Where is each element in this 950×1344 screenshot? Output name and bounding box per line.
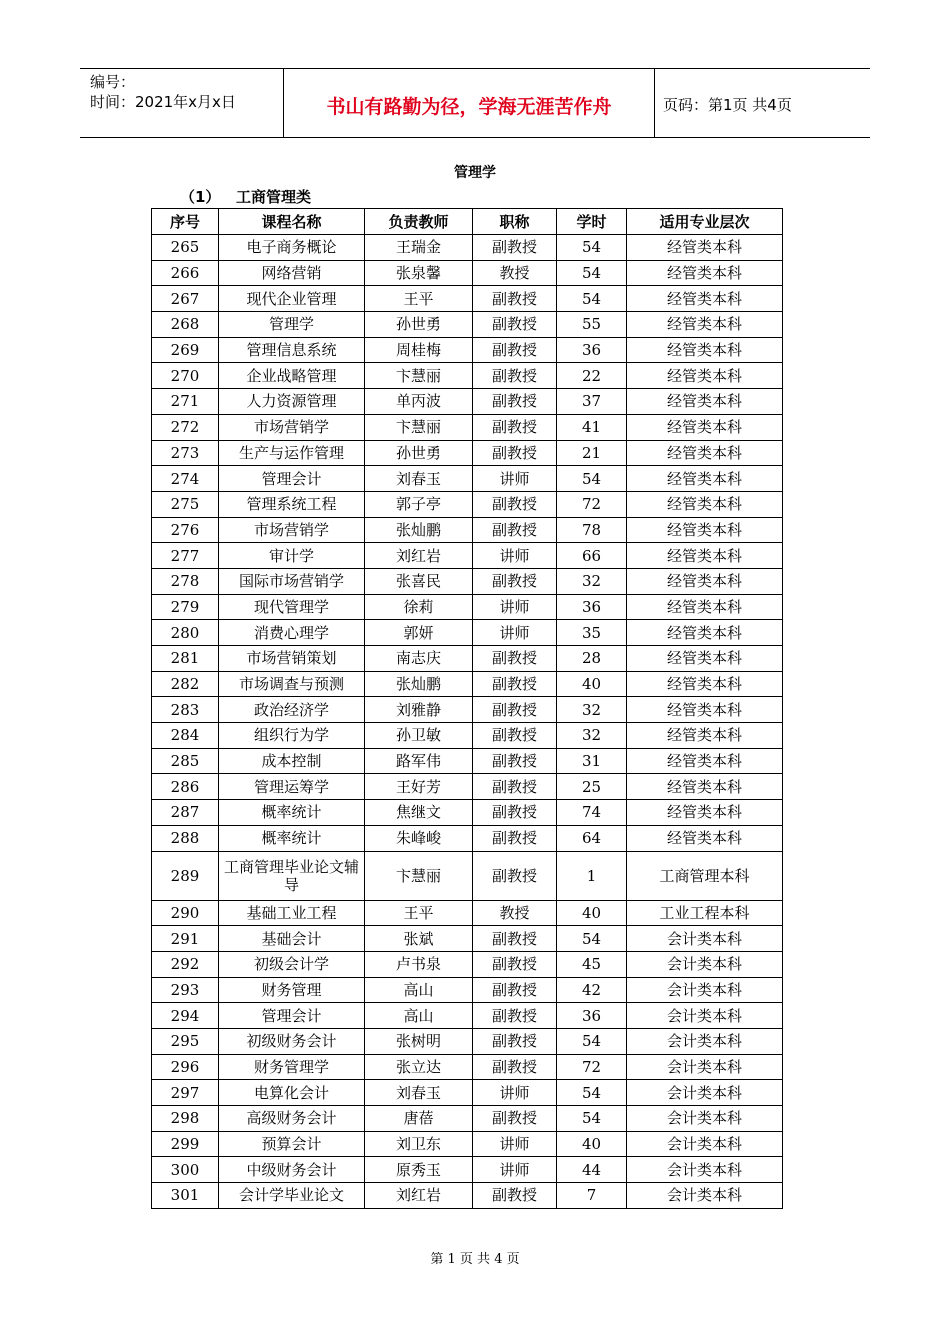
table-row <box>152 312 783 338</box>
cell-serial: 294 <box>152 1003 219 1029</box>
cell-serial: 266 <box>152 260 219 286</box>
cell-teacher: 卢书泉 <box>365 951 473 977</box>
cell-serial: 288 <box>152 825 219 851</box>
cell-serial: 277 <box>152 543 219 569</box>
table-row <box>152 851 783 900</box>
cell-title: 讲师 <box>473 1080 557 1106</box>
cell-title: 副教授 <box>473 517 557 543</box>
cell-title: 副教授 <box>473 312 557 338</box>
cell-course-name: 初级会计学 <box>219 951 365 977</box>
cell-title: 教授 <box>473 900 557 926</box>
table-row <box>152 774 783 800</box>
cell-hours: 36 <box>557 337 627 363</box>
cell-course-name: 管理学 <box>219 312 365 338</box>
header-major-level: 适用专业层次 <box>627 209 783 235</box>
cell-title: 副教授 <box>473 723 557 749</box>
cell-major-level: 经管类本科 <box>627 825 783 851</box>
cell-hours: 21 <box>557 440 627 466</box>
table-row <box>152 1183 783 1209</box>
cell-hours: 36 <box>557 594 627 620</box>
section-number: （1） <box>180 188 221 206</box>
cell-hours: 54 <box>557 1028 627 1054</box>
cell-teacher: 南志庆 <box>365 646 473 672</box>
cell-major-level: 经管类本科 <box>627 440 783 466</box>
cell-teacher: 单丙波 <box>365 389 473 415</box>
cell-title: 讲师 <box>473 466 557 492</box>
cell-teacher: 原秀玉 <box>365 1157 473 1183</box>
cell-serial: 292 <box>152 951 219 977</box>
cell-hours: 54 <box>557 286 627 312</box>
cell-major-level: 经管类本科 <box>627 748 783 774</box>
section-heading <box>180 186 311 207</box>
cell-hours: 28 <box>557 646 627 672</box>
motto-text: 书山有路勤为径，学海无涯苦作舟 <box>326 96 612 118</box>
cell-major-level: 经管类本科 <box>627 723 783 749</box>
cell-hours: 1 <box>557 851 627 900</box>
cell-title: 副教授 <box>473 825 557 851</box>
cell-major-level: 经管类本科 <box>627 260 783 286</box>
cell-title: 副教授 <box>473 671 557 697</box>
cell-title: 副教授 <box>473 1054 557 1080</box>
cell-hours: 66 <box>557 543 627 569</box>
cell-serial: 284 <box>152 723 219 749</box>
cell-teacher: 徐莉 <box>365 594 473 620</box>
cell-teacher: 路军伟 <box>365 748 473 774</box>
cell-major-level: 工商管理本科 <box>627 851 783 900</box>
cell-title: 副教授 <box>473 646 557 672</box>
cell-serial: 293 <box>152 977 219 1003</box>
cell-teacher: 张泉馨 <box>365 260 473 286</box>
cell-serial: 287 <box>152 800 219 826</box>
table-row <box>152 977 783 1003</box>
cell-serial: 286 <box>152 774 219 800</box>
cell-title: 讲师 <box>473 1157 557 1183</box>
cell-major-level: 经管类本科 <box>627 594 783 620</box>
cell-title: 副教授 <box>473 951 557 977</box>
cell-hours: 45 <box>557 951 627 977</box>
cell-title: 副教授 <box>473 1106 557 1132</box>
cell-teacher: 郭子亭 <box>365 491 473 517</box>
cell-major-level: 经管类本科 <box>627 774 783 800</box>
cell-title: 副教授 <box>473 440 557 466</box>
cell-title: 副教授 <box>473 851 557 900</box>
cell-title: 副教授 <box>473 491 557 517</box>
course-table <box>151 208 783 1209</box>
cell-serial: 285 <box>152 748 219 774</box>
table-row <box>152 1054 783 1080</box>
cell-serial: 275 <box>152 491 219 517</box>
cell-major-level: 经管类本科 <box>627 646 783 672</box>
cell-serial: 283 <box>152 697 219 723</box>
table-row <box>152 1157 783 1183</box>
cell-course-name: 政治经济学 <box>219 697 365 723</box>
header-title: 职称 <box>473 209 557 235</box>
cell-teacher: 张立达 <box>365 1054 473 1080</box>
cell-serial: 301 <box>152 1183 219 1209</box>
table-row <box>152 671 783 697</box>
cell-major-level: 经管类本科 <box>627 697 783 723</box>
cell-teacher: 卞慧丽 <box>365 414 473 440</box>
document-title: 管理学 <box>454 165 496 181</box>
cell-course-name: 基础工业工程 <box>219 900 365 926</box>
cell-major-level: 会计类本科 <box>627 1054 783 1080</box>
table-row <box>152 723 783 749</box>
cell-major-level: 工业工程本科 <box>627 900 783 926</box>
cell-major-level: 会计类本科 <box>627 926 783 952</box>
time-label: 时间：2021年x月x日 <box>90 93 236 111</box>
cell-teacher: 孙卫敏 <box>365 723 473 749</box>
cell-hours: 42 <box>557 977 627 1003</box>
page-info: 页码：第1页 共4页 <box>663 96 792 114</box>
table-row <box>152 491 783 517</box>
cell-teacher: 郭妍 <box>365 620 473 646</box>
table-row <box>152 800 783 826</box>
cell-course-name: 企业战略管理 <box>219 363 365 389</box>
cell-teacher: 张灿鹏 <box>365 517 473 543</box>
page-header <box>80 68 870 138</box>
cell-course-name: 基础会计 <box>219 926 365 952</box>
cell-teacher: 刘红岩 <box>365 1183 473 1209</box>
cell-title: 副教授 <box>473 1028 557 1054</box>
table-row <box>152 900 783 926</box>
cell-teacher: 孙世勇 <box>365 312 473 338</box>
cell-serial: 265 <box>152 235 219 261</box>
header-motto-cell <box>284 69 655 137</box>
cell-major-level: 会计类本科 <box>627 977 783 1003</box>
cell-hours: 35 <box>557 620 627 646</box>
cell-hours: 41 <box>557 414 627 440</box>
cell-title: 讲师 <box>473 543 557 569</box>
cell-major-level: 经管类本科 <box>627 312 783 338</box>
cell-hours: 44 <box>557 1157 627 1183</box>
cell-major-level: 经管类本科 <box>627 671 783 697</box>
cell-title: 副教授 <box>473 1183 557 1209</box>
cell-hours: 25 <box>557 774 627 800</box>
cell-hours: 32 <box>557 568 627 594</box>
cell-course-name: 市场营销学 <box>219 414 365 440</box>
header-teacher: 负责教师 <box>365 209 473 235</box>
cell-title: 副教授 <box>473 977 557 1003</box>
cell-course-name: 管理系统工程 <box>219 491 365 517</box>
cell-title: 副教授 <box>473 926 557 952</box>
cell-major-level: 经管类本科 <box>627 568 783 594</box>
cell-hours: 31 <box>557 748 627 774</box>
cell-serial: 270 <box>152 363 219 389</box>
cell-major-level: 会计类本科 <box>627 1183 783 1209</box>
cell-major-level: 会计类本科 <box>627 1131 783 1157</box>
cell-title: 副教授 <box>473 774 557 800</box>
cell-course-name: 管理会计 <box>219 466 365 492</box>
header-serial: 序号 <box>152 209 219 235</box>
table-row <box>152 1106 783 1132</box>
cell-title: 副教授 <box>473 748 557 774</box>
cell-teacher: 刘春玉 <box>365 1080 473 1106</box>
cell-teacher: 孙世勇 <box>365 440 473 466</box>
table-row <box>152 543 783 569</box>
header-meta-cell <box>80 69 284 137</box>
table-row <box>152 951 783 977</box>
cell-title: 副教授 <box>473 568 557 594</box>
cell-course-name: 人力资源管理 <box>219 389 365 415</box>
cell-course-name: 现代管理学 <box>219 594 365 620</box>
cell-serial: 271 <box>152 389 219 415</box>
cell-hours: 54 <box>557 1106 627 1132</box>
cell-course-name: 概率统计 <box>219 825 365 851</box>
cell-teacher: 高山 <box>365 1003 473 1029</box>
cell-course-name: 工商管理毕业论文辅导 <box>219 851 365 900</box>
cell-course-name: 成本控制 <box>219 748 365 774</box>
cell-serial: 298 <box>152 1106 219 1132</box>
cell-course-name: 管理信息系统 <box>219 337 365 363</box>
cell-serial: 300 <box>152 1157 219 1183</box>
cell-major-level: 会计类本科 <box>627 1003 783 1029</box>
header-hours: 学时 <box>557 209 627 235</box>
cell-serial: 279 <box>152 594 219 620</box>
cell-course-name: 市场调查与预测 <box>219 671 365 697</box>
table-row <box>152 697 783 723</box>
cell-teacher: 王平 <box>365 900 473 926</box>
cell-teacher: 张斌 <box>365 926 473 952</box>
cell-teacher: 王平 <box>365 286 473 312</box>
table-row <box>152 337 783 363</box>
cell-title: 副教授 <box>473 414 557 440</box>
cell-title: 副教授 <box>473 235 557 261</box>
cell-hours: 54 <box>557 1080 627 1106</box>
cell-hours: 78 <box>557 517 627 543</box>
cell-course-name: 消费心理学 <box>219 620 365 646</box>
cell-hours: 72 <box>557 1054 627 1080</box>
table-header-row <box>152 209 783 235</box>
cell-course-name: 管理会计 <box>219 1003 365 1029</box>
cell-serial: 289 <box>152 851 219 900</box>
cell-major-level: 会计类本科 <box>627 951 783 977</box>
cell-major-level: 经管类本科 <box>627 620 783 646</box>
cell-hours: 36 <box>557 1003 627 1029</box>
cell-course-name: 管理运筹学 <box>219 774 365 800</box>
cell-teacher: 刘雅静 <box>365 697 473 723</box>
cell-course-name: 电子商务概论 <box>219 235 365 261</box>
cell-teacher: 张灿鹏 <box>365 671 473 697</box>
cell-serial: 278 <box>152 568 219 594</box>
cell-serial: 272 <box>152 414 219 440</box>
table-row <box>152 1003 783 1029</box>
cell-course-name: 网络营销 <box>219 260 365 286</box>
cell-major-level: 经管类本科 <box>627 466 783 492</box>
course-table-body <box>152 235 783 1209</box>
cell-teacher: 刘红岩 <box>365 543 473 569</box>
table-row <box>152 440 783 466</box>
cell-title: 讲师 <box>473 1131 557 1157</box>
cell-hours: 74 <box>557 800 627 826</box>
cell-major-level: 经管类本科 <box>627 491 783 517</box>
table-row <box>152 517 783 543</box>
cell-hours: 7 <box>557 1183 627 1209</box>
cell-title: 副教授 <box>473 389 557 415</box>
cell-hours: 64 <box>557 825 627 851</box>
cell-hours: 54 <box>557 466 627 492</box>
cell-teacher: 周桂梅 <box>365 337 473 363</box>
cell-teacher: 焦继文 <box>365 800 473 826</box>
section-name: 工商管理类 <box>236 188 312 206</box>
cell-course-name: 电算化会计 <box>219 1080 365 1106</box>
table-row <box>152 568 783 594</box>
cell-course-name: 预算会计 <box>219 1131 365 1157</box>
cell-major-level: 经管类本科 <box>627 389 783 415</box>
table-row <box>152 260 783 286</box>
cell-course-name: 高级财务会计 <box>219 1106 365 1132</box>
table-row <box>152 1028 783 1054</box>
cell-serial: 299 <box>152 1131 219 1157</box>
cell-serial: 280 <box>152 620 219 646</box>
cell-course-name: 现代企业管理 <box>219 286 365 312</box>
cell-hours: 72 <box>557 491 627 517</box>
cell-teacher: 朱峰峻 <box>365 825 473 851</box>
table-row <box>152 748 783 774</box>
table-row <box>152 1131 783 1157</box>
cell-teacher: 王瑞金 <box>365 235 473 261</box>
cell-serial: 297 <box>152 1080 219 1106</box>
cell-teacher: 刘卫东 <box>365 1131 473 1157</box>
cell-major-level: 经管类本科 <box>627 517 783 543</box>
cell-serial: 290 <box>152 900 219 926</box>
cell-serial: 291 <box>152 926 219 952</box>
cell-course-name: 生产与运作管理 <box>219 440 365 466</box>
cell-serial: 281 <box>152 646 219 672</box>
cell-hours: 54 <box>557 235 627 261</box>
cell-course-name: 国际市场营销学 <box>219 568 365 594</box>
cell-serial: 282 <box>152 671 219 697</box>
cell-serial: 267 <box>152 286 219 312</box>
table-row <box>152 825 783 851</box>
cell-course-name: 概率统计 <box>219 800 365 826</box>
cell-course-name: 市场营销策划 <box>219 646 365 672</box>
cell-title: 副教授 <box>473 697 557 723</box>
cell-course-name: 中级财务会计 <box>219 1157 365 1183</box>
cell-course-name: 市场营销学 <box>219 517 365 543</box>
cell-major-level: 经管类本科 <box>627 337 783 363</box>
cell-course-name: 初级财务会计 <box>219 1028 365 1054</box>
cell-hours: 22 <box>557 363 627 389</box>
cell-serial: 274 <box>152 466 219 492</box>
cell-course-name: 会计学毕业论文 <box>219 1183 365 1209</box>
cell-hours: 40 <box>557 671 627 697</box>
cell-hours: 40 <box>557 1131 627 1157</box>
cell-major-level: 会计类本科 <box>627 1080 783 1106</box>
cell-title: 副教授 <box>473 337 557 363</box>
cell-teacher: 王好芳 <box>365 774 473 800</box>
cell-major-level: 会计类本科 <box>627 1106 783 1132</box>
cell-title: 副教授 <box>473 800 557 826</box>
table-row <box>152 620 783 646</box>
cell-course-name: 财务管理学 <box>219 1054 365 1080</box>
table-row <box>152 286 783 312</box>
table-row <box>152 466 783 492</box>
cell-serial: 269 <box>152 337 219 363</box>
cell-hours: 32 <box>557 697 627 723</box>
cell-hours: 40 <box>557 900 627 926</box>
cell-major-level: 经管类本科 <box>627 286 783 312</box>
cell-teacher: 张树明 <box>365 1028 473 1054</box>
cell-title: 副教授 <box>473 1003 557 1029</box>
cell-teacher: 高山 <box>365 977 473 1003</box>
cell-serial: 295 <box>152 1028 219 1054</box>
cell-major-level: 经管类本科 <box>627 363 783 389</box>
table-row <box>152 1080 783 1106</box>
cell-serial: 273 <box>152 440 219 466</box>
cell-teacher: 卞慧丽 <box>365 851 473 900</box>
cell-title: 讲师 <box>473 594 557 620</box>
cell-course-name: 组织行为学 <box>219 723 365 749</box>
cell-hours: 55 <box>557 312 627 338</box>
table-row <box>152 363 783 389</box>
cell-serial: 296 <box>152 1054 219 1080</box>
cell-hours: 54 <box>557 926 627 952</box>
cell-teacher: 卞慧丽 <box>365 363 473 389</box>
table-row <box>152 389 783 415</box>
header-course-name: 课程名称 <box>219 209 365 235</box>
cell-title: 讲师 <box>473 620 557 646</box>
cell-major-level: 经管类本科 <box>627 800 783 826</box>
cell-course-name: 财务管理 <box>219 977 365 1003</box>
cell-serial: 276 <box>152 517 219 543</box>
cell-title: 副教授 <box>473 363 557 389</box>
cell-teacher: 刘春玉 <box>365 466 473 492</box>
serial-label: 编号： <box>90 73 136 91</box>
cell-hours: 37 <box>557 389 627 415</box>
cell-major-level: 经管类本科 <box>627 414 783 440</box>
cell-teacher: 张喜民 <box>365 568 473 594</box>
cell-major-level: 会计类本科 <box>627 1028 783 1054</box>
table-row <box>152 646 783 672</box>
table-row <box>152 594 783 620</box>
header-page-cell <box>655 69 870 137</box>
cell-title: 教授 <box>473 260 557 286</box>
cell-hours: 32 <box>557 723 627 749</box>
table-row <box>152 414 783 440</box>
cell-hours: 54 <box>557 260 627 286</box>
cell-major-level: 经管类本科 <box>627 543 783 569</box>
cell-major-level: 经管类本科 <box>627 235 783 261</box>
cell-title: 副教授 <box>473 286 557 312</box>
table-row <box>152 926 783 952</box>
cell-serial: 268 <box>152 312 219 338</box>
page-footer: 第 1 页 共 4 页 <box>430 1252 520 1267</box>
cell-course-name: 审计学 <box>219 543 365 569</box>
cell-teacher: 唐蓓 <box>365 1106 473 1132</box>
cell-major-level: 会计类本科 <box>627 1157 783 1183</box>
table-row <box>152 235 783 261</box>
